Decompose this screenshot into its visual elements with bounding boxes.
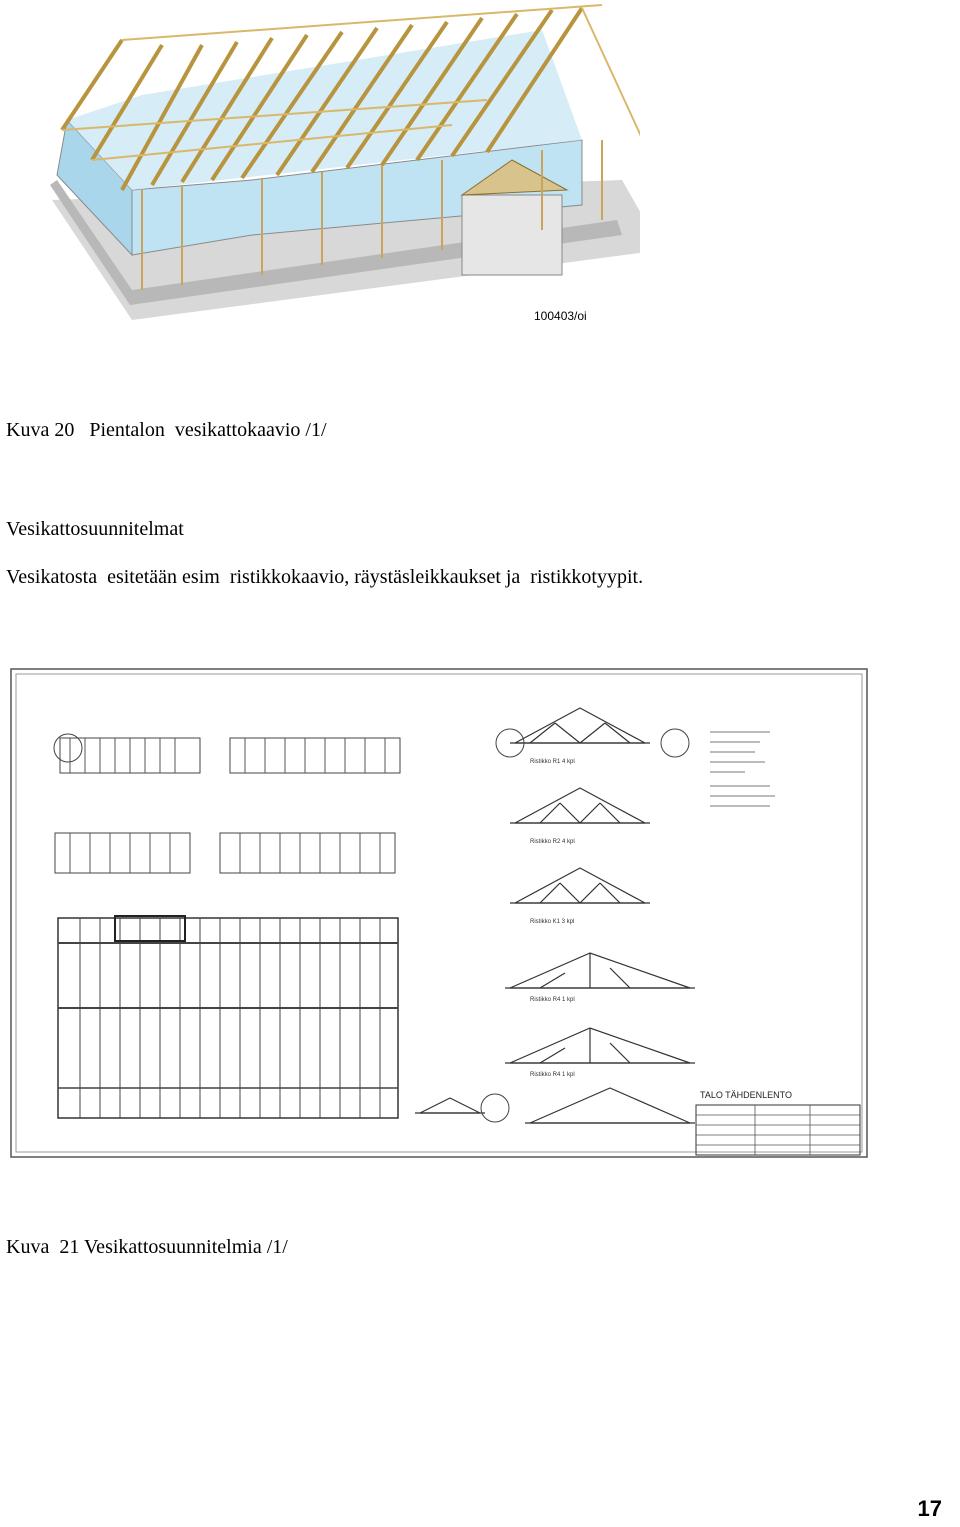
figure-20-caption: Kuva 20 Pientalon vesikattokaavio /1/	[6, 419, 327, 441]
section-heading: Vesikattosuunnitelmat	[6, 518, 184, 540]
truss-label-1: Ristikko R1 4 kpl	[530, 759, 575, 765]
drawing-stamp: 100403/oi	[534, 309, 587, 323]
truss-label-5: Ristikko R4 1 kpl	[530, 1072, 575, 1078]
truss-label-3: Ristikko K1 3 kpl	[530, 919, 575, 925]
title-block-name: TALO TÄHDENLENTO	[700, 1090, 793, 1100]
roof-frame-illustration	[22, 0, 640, 345]
truss-label-2: Ristikko R2 4 kpl	[530, 839, 575, 845]
truss-label-4: Ristikko R4 1 kpl	[530, 997, 575, 1003]
figure-21-caption: Kuva 21 Vesikattosuunnitelmia /1/	[6, 1236, 288, 1258]
roof-plan-drawing	[10, 668, 868, 1158]
page-number: 17	[917, 1496, 942, 1521]
section-paragraph: Vesikatosta esitetään esim ristikkokaavio, räystäsleikkaukset ja ristikkotyypit.	[6, 566, 644, 588]
